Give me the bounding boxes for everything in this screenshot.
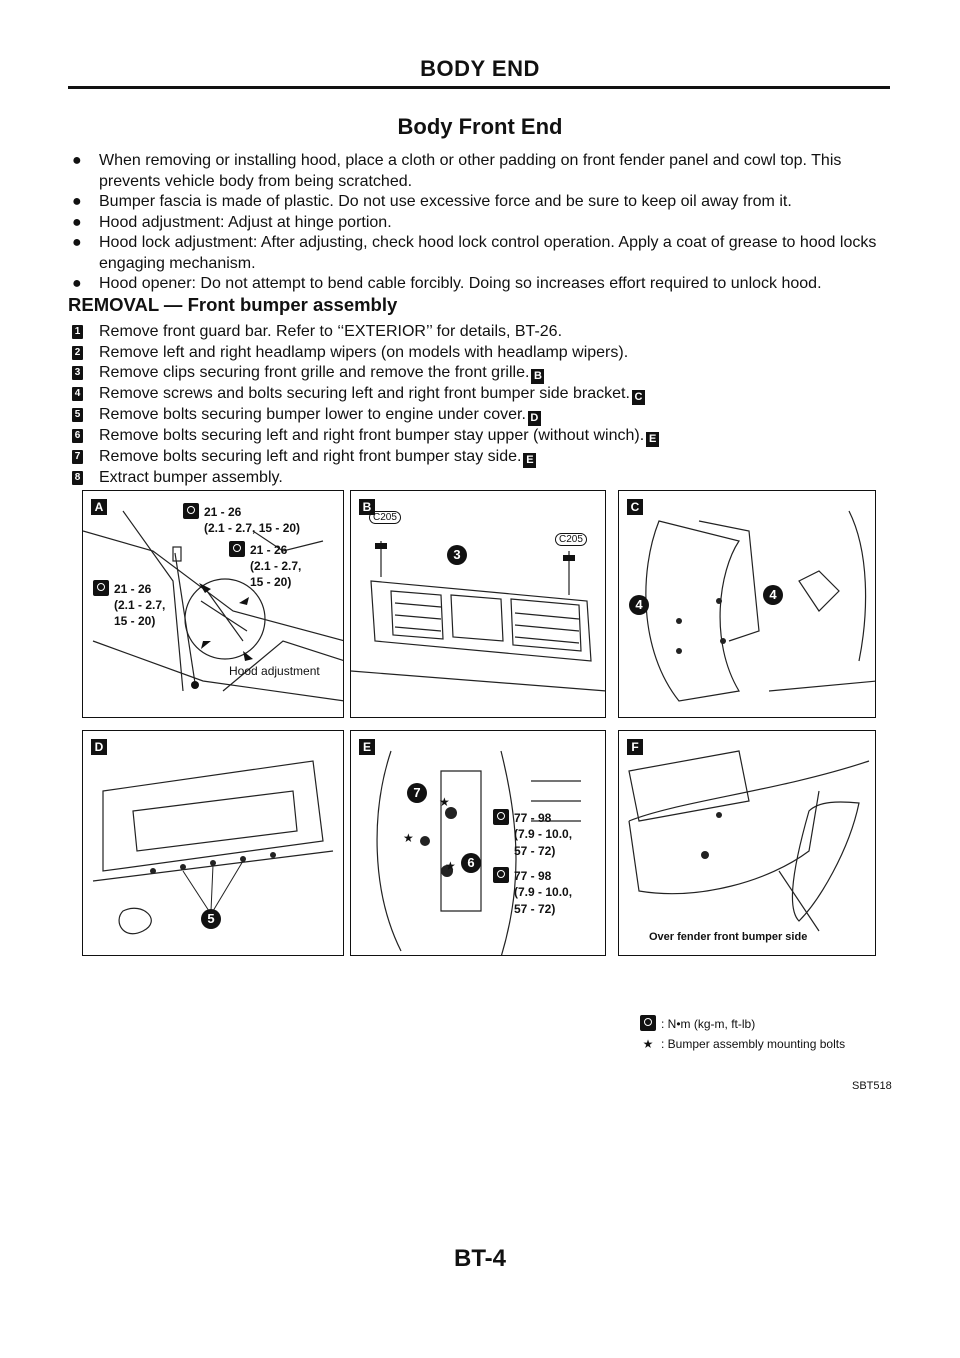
step-text: Remove bolts securing left and right front bumper stay upper (without winch). (99, 427, 645, 444)
bullet-list (72, 151, 892, 295)
figure-legend (640, 1014, 845, 1054)
step-text: Remove bolts securing bumper lower to engine under cover. (99, 406, 526, 423)
step-text: Remove front guard bar. Refer to ‘‘EXTERIOR’’ for details, BT-26. (99, 323, 563, 340)
callout-6: 6 (461, 853, 481, 873)
step-number-badge: 5 (72, 408, 83, 422)
bullet-item (72, 233, 892, 274)
figure-ref-badge: D (528, 411, 541, 426)
callout-5: 5 (201, 909, 221, 929)
bullet-item (72, 151, 892, 192)
bullet-text: Hood opener: Do not attempt to bend cable forcibly. Doing so increases effort required to unlock hood. (99, 275, 822, 292)
step-item (72, 447, 892, 468)
torque-spec: (2.1 - 2.7, (114, 598, 166, 612)
step-item (72, 405, 892, 426)
figure-ref-code: SBT518 (852, 1080, 892, 1092)
page-header-title: BODY END (420, 56, 540, 81)
step-number-badge: 8 (72, 471, 83, 485)
step-item (72, 322, 892, 343)
star-mark: ★ (445, 859, 456, 873)
callout-4: 4 (629, 595, 649, 615)
step-number-badge: 7 (72, 450, 83, 464)
hood-adjustment-label: Hood adjustment (229, 664, 320, 678)
step-number-badge: 6 (72, 429, 83, 443)
figure-panel-b (350, 490, 606, 718)
bullet-text: Bumper fascia is made of plastic. Do not use excessive force and be sure to keep oil away from it. (99, 193, 792, 210)
torque-wrench-icon (493, 867, 509, 883)
step-text: Remove left and right headlamp wipers (on models with headlamp wipers). (99, 343, 629, 361)
figure-panel-a (82, 490, 344, 718)
step-number-badge: 3 (72, 366, 83, 380)
over-fender-label: Over fender front bumper side (649, 931, 808, 943)
torque-wrench-icon (493, 809, 509, 825)
clip-code-label: C205 (555, 533, 587, 546)
bullet-mark: ● (72, 213, 82, 231)
torque-spec: 77 - 98 (493, 867, 551, 884)
torque-spec: (2.1 - 2.7, 15 - 20) (204, 521, 301, 535)
bullet-mark: ● (72, 193, 82, 210)
step-text: Extract bumper assembly. (99, 469, 283, 486)
figure-panel-f (618, 730, 876, 956)
step-number-badge: 1 (72, 325, 83, 339)
over-fender-drawing (619, 731, 876, 956)
step-item (72, 426, 892, 447)
figure-ref-badge: C (632, 390, 645, 405)
torque-spec: 57 - 72) (514, 844, 556, 858)
panel-tag-a: A (91, 499, 107, 515)
torque-spec: 21 - 26 (93, 580, 151, 597)
bullet-text: Hood adjustment: Adjust at hinge portion. (99, 213, 392, 231)
star-icon: ★ (642, 1037, 654, 1051)
figure-panel-c (618, 490, 876, 718)
panel-tag-c: C (627, 499, 643, 515)
bullet-item (72, 192, 892, 213)
panel-tag-f: F (627, 739, 643, 755)
bumper-side-bracket-drawing (619, 491, 876, 718)
figure-panel-e (350, 730, 606, 956)
callout-3: 3 (447, 545, 467, 565)
star-mark: ★ (439, 795, 450, 809)
step-item (72, 343, 892, 364)
bullet-mark: ● (72, 234, 82, 251)
step-text: Remove clips securing front grille and remove the front grille. (99, 364, 530, 381)
bullet-item (72, 274, 892, 295)
figure-ref-badge: E (523, 453, 536, 468)
bumper-stay-drawing (351, 731, 606, 956)
torque-wrench-icon (640, 1015, 656, 1031)
panel-tag-d: D (91, 739, 107, 755)
torque-spec: 21 - 26 (229, 541, 287, 558)
header-rule (68, 86, 890, 89)
step-number-badge: 2 (72, 346, 83, 360)
front-grille-drawing (351, 491, 606, 718)
torque-spec: 21 - 26 (183, 503, 241, 520)
panel-tag-e: E (359, 739, 375, 755)
star-mark: ★ (403, 831, 414, 845)
figure-panel-d (82, 730, 344, 956)
section-title: Body Front End (397, 114, 563, 139)
torque-spec: 15 - 20) (250, 575, 292, 589)
torque-wrench-icon (183, 503, 199, 519)
torque-wrench-icon (229, 541, 245, 557)
torque-spec: (2.1 - 2.7, (250, 559, 302, 573)
bullet-item (72, 213, 892, 234)
torque-spec: (7.9 - 10.0, (514, 885, 573, 899)
bullet-text: When removing or installing hood, place a cloth or other padding on front fender panel and cowl top. This prevents vehicle body from being scratched. (99, 152, 842, 190)
removal-steps (72, 322, 892, 489)
callout-7: 7 (407, 783, 427, 803)
removal-title: REMOVAL — Front bumper assembly (68, 294, 398, 315)
torque-spec: (7.9 - 10.0, (514, 827, 573, 841)
step-item (72, 468, 892, 489)
clip-code-label: C205 (369, 511, 401, 524)
legend-star-text: : Bumper assembly mounting bolts (661, 1037, 846, 1051)
page-number: BT-4 (453, 1245, 506, 1272)
figure-ref-badge: B (531, 369, 544, 384)
figure-ref-badge: E (646, 432, 659, 447)
legend-star-row (640, 1034, 845, 1054)
bullet-text: Hood lock adjustment: After adjusting, check hood lock control operation. Apply a coat of grease to hood locks engaging mechanism. (99, 234, 877, 272)
step-item (72, 363, 892, 384)
torque-spec: 15 - 20) (114, 614, 156, 628)
step-text: Remove screws and bolts securing left and right front bumper side bracket. (99, 385, 630, 402)
callout-4: 4 (763, 585, 783, 605)
step-text: Remove bolts securing left and right front bumper stay side. (99, 448, 522, 465)
torque-spec: 57 - 72) (514, 902, 556, 916)
torque-spec: 77 - 98 (493, 809, 551, 826)
legend-torque-text: : N•m (kg-m, ft-lb) (661, 1017, 756, 1031)
bullet-mark: ● (72, 152, 82, 169)
bullet-mark: ● (72, 275, 82, 292)
torque-wrench-icon (93, 580, 109, 596)
step-number-badge: 4 (72, 387, 83, 401)
step-item (72, 384, 892, 405)
panel-tag-b: B (359, 499, 375, 515)
legend-torque-row (640, 1014, 845, 1034)
